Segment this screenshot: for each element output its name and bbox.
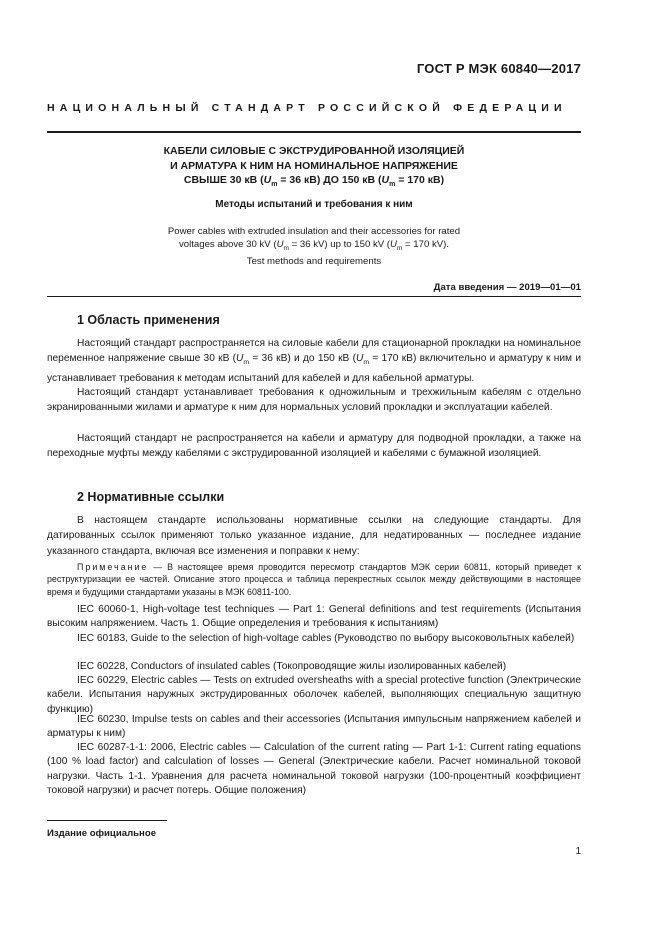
document-title [47, 144, 581, 193]
english-title-line-1: Power cables with extruded insulation and their accessories for rated [167, 226, 461, 237]
section-1-paragraph-2: Настоящий стандарт устанавливает требования к одножильным и трехжильным кабелям с отдельно экранированными жилами и арматуре к ним для нормальных условий прокладки и эксплуатации кабелей. [47, 387, 581, 414]
section-2-heading: 2 Нормативные ссылки [77, 490, 225, 504]
section-2-paragraph-1: В настоящем стандарте использованы нормативные ссылки на следующие стандарты. Для датированных ссылок применяют только указанное издание, для недатированных — последнее издание указанного стандарта, включая все изменения и поправки к нему: [47, 515, 581, 557]
page-number: 1 [575, 846, 581, 857]
note [47, 561, 581, 598]
title-line-1: КАБЕЛИ СИЛОВЫЕ С ЭКСТРУДИРОВАННОЙ ИЗОЛЯЦИЕЙ [163, 145, 465, 157]
section-1-paragraph-1: Настоящий стандарт распространяется на силовые кабели для стационарной прокладки на номинальное переменное напряжение свыше 30 кВ ($U_m = 36$ кВ) и до 150 кВ ($U_m = 170$ кВ) включительно и арматуру к ним и устанавливает требования к методам испытаний для кабелей и для кабельной арматуры. [47, 338, 582, 384]
reference-iec-60060-1: IEC 60060-1, High-voltage test techniques — Part 1: General definitions and test requirements (Испытания высоким напряжением. Часть 1. Общие определения и требования к испытаниям) [47, 604, 581, 630]
section-1-heading: 1 Область применения [77, 313, 220, 327]
title-line-3: СВЫШЕ 30 кВ ($U_m = 36$ кВ) ДО 150 кВ ($U_m = 170$ кВ) [183, 174, 445, 189]
header-divider [47, 131, 581, 133]
note-text: — В настоящее время проводится пересмотр стандартов МЭК серии 60811, который приведет к реструктуризации ее частей. Описание этого процесса и таблица перекрестных ссылок между действующими в настоящее время и будущими стандартами указаны в МЭК 60811-100. [47, 562, 581, 597]
note-label: Примечание [77, 562, 149, 572]
document-subtitle: Методы испытаний и требования к ним [215, 199, 413, 210]
reference-iec-60229: IEC 60229, Electric cables — Tests on extruded oversheaths with a special protective function (Электрические кабели. Испытания наружных экструдированных оболочек кабелей, выполняющих специальную защитную функцию) [47, 675, 581, 715]
reference-iec-60287-1-1: IEC 60287-1-1: 2006, Electric cables — Calculation of the current rating — Part 1-1: Current rating equations (100 % load factor) and calculation of losses — General (Электрические кабели. Расчет номинальной токовой нагрузки. Часть 1-1. Уравнения для расчета номинальной токовой нагрузки (100-процентный коэффициент токовой нагрузки) и расчет потерь. Общие положения) [47, 742, 581, 797]
introduction-date: Дата введения — 2019—01—01 [433, 282, 581, 293]
english-title [47, 225, 581, 268]
english-title-line-3: Test methods and requirements [246, 255, 382, 267]
english-title-line-2: voltages above 30 kV ($U_m = 36$ kV) up to 150 kV ($U_m = 170$ kV). [178, 239, 450, 252]
reference-iec-60228: IEC 60228, Conductors of insulated cables (Токопроводящие жилы изолированных кабелей) [77, 661, 507, 672]
section-1-paragraph-3: Настоящий стандарт не распространяется на кабели и арматуру для подводной прокладки, а также на переходные муфты между кабелями с экструдированной изоляцией и кабелями с бумажной изоляцией. [47, 433, 581, 460]
standard-number: ГОСТ Р МЭК 60840—2017 [416, 61, 581, 76]
reference-iec-60230: IEC 60230, Impulse tests on cables and their accessories (Испытания импульсным напряжением кабелей и арматуры к ним) [47, 714, 581, 740]
national-standard-banner: НАЦИОНАЛЬНЫЙ СТАНДАРТ РОССИЙСКОЙ ФЕДЕРАЦИИ [47, 102, 567, 114]
title-line-2: И АРМАТУРА К НИМ НА НОМИНАЛЬНОЕ НАПРЯЖЕНИЕ [170, 159, 458, 172]
date-divider [47, 296, 581, 297]
footer-divider [47, 820, 167, 821]
reference-iec-60183: IEC 60183, Guide to the selection of high-voltage cables (Руководство по выбору высоковольтных кабелей) [77, 633, 575, 644]
official-edition-label: Издание официальное [47, 828, 157, 839]
